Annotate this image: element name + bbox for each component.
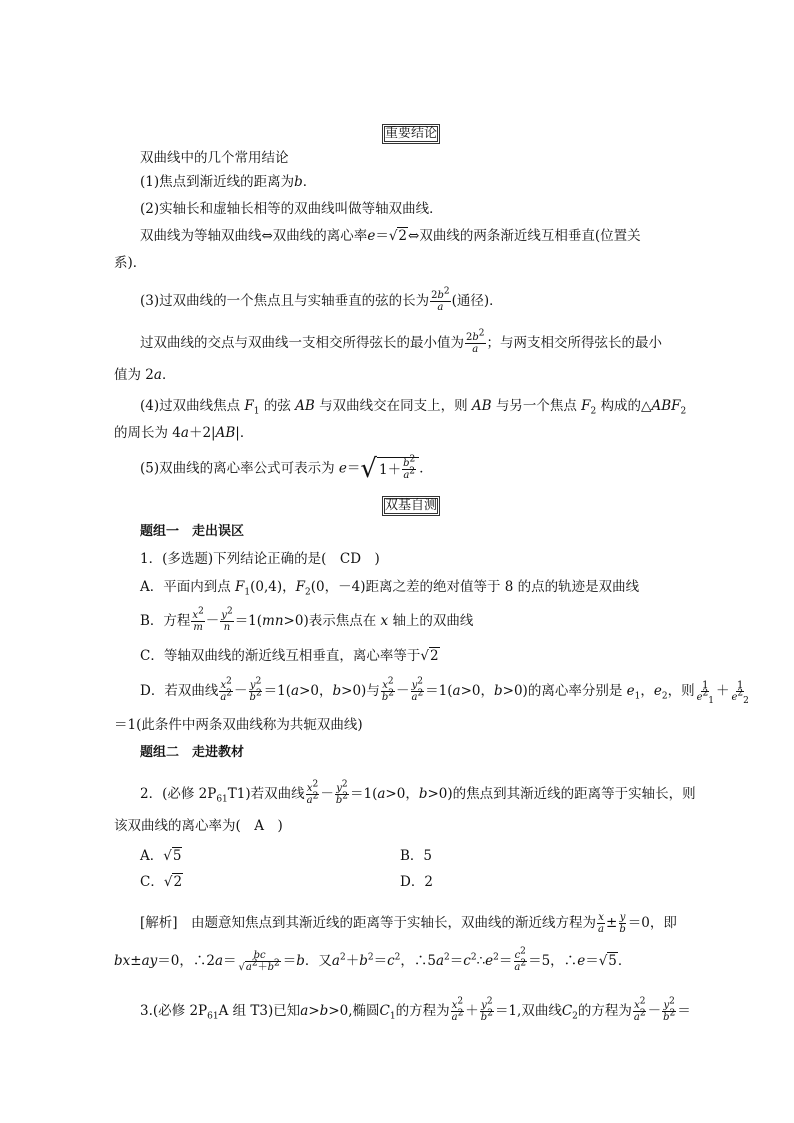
item-2-line3: 系)． xyxy=(114,255,147,271)
item-5: (5)双曲线的离心率公式可表示为 e＝ √ 1＋ $\frac{b^2}{a^2}$ ． xyxy=(140,454,433,484)
item-2-line2: 双曲线为等轴双曲线⇔双曲线的离心率e＝√2⇔双曲线的两条渐近线互相垂直(位置关 xyxy=(140,228,641,244)
question-1-option-c: C．等轴双曲线的渐近线互相垂直，离心率等于√2 xyxy=(140,648,439,664)
subtitle: 双曲线中的几个常用结论 xyxy=(140,150,289,166)
item-4-line2: 的周长为 4a＋2|AB|． xyxy=(114,425,254,441)
section-title-basic-self-test: 双基自测 xyxy=(382,496,440,516)
question-1-option-d: D．若双曲线 $\frac{x^2}{a^2}$ － $\frac{y^2}{b^2}$ ＝1(a>0，b>0)与 $\frac{x^2}{b^2}$ － $\frac{y^2}{a^2}$ ＝1(a>0，b>0)的离心率分别是 $e_1$，$e_2$，则 $\frac{1}{e^2_1}$ ＋ $\frac{1}{e^2_2}$ xyxy=(140,676,749,706)
item-4: (4)过双曲线焦点 $F_1$ 的弦 AB 与双曲线交在同支上，则 AB 与另一个焦点 $F_2$ 构成的$\triangle ABF_2$ xyxy=(140,398,687,417)
item-3: (3)过双曲线的一个焦点且与实轴垂直的弦的长为 $\frac{2b^2}{a}$ (通径)． xyxy=(140,286,503,313)
question-1-stem: 1．(多选题)下列结论正确的是( CD ) xyxy=(140,551,380,567)
group-1-heading: 题组一 走出误区 xyxy=(140,524,245,539)
question-1-option-d-line2: ＝1(此条件中两条双曲线称为共轭双曲线) xyxy=(114,717,363,733)
question-2-option-d: D．2 xyxy=(400,874,433,890)
question-2-option-a: A．√5 xyxy=(140,848,182,864)
question-1-option-b: B．方程 $\frac{x^2}{m}$ － $\frac{y^2}{n}$ ＝1(mn>0)表示焦点在 x 轴上的双曲线 xyxy=(140,606,474,633)
question-2-option-b: B．5 xyxy=(400,848,433,864)
question-2-stem: 2．(必修 $2P_{61}T1$)若双曲线 $\frac{x^2}{a^2}$ － $\frac{y^2}{b^2}$ ＝1(a>0，b>0)的焦点到其渐近线的距离等于实轴长，则 xyxy=(140,779,696,806)
solution-line2: bx±ay＝0，∴2a＝ $\frac{bc}{√a^2+b^2}$ ＝b．又$a^2+b^2=c^2$，$\therefore 5a^2=c^2\therefore e^2=$ $\frac{c^2}{a^2}$ ＝5，∴e＝√5． xyxy=(114,946,632,973)
question-1-option-a: A．平面内到点 $F_1(0,4)$，$F_2(0$，－4)距离之差的绝对值等于 8 的点的轨迹是双曲线 xyxy=(140,579,640,598)
solution-line1: [解析] 由题意知焦点到其渐近线的距离等于实轴长，双曲线的渐近线方程为 $\frac{x}{a}$ ± $\frac{y}{b}$ ＝0，即 xyxy=(140,912,677,935)
question-2-option-c: C．√2 xyxy=(140,874,183,890)
group-2-heading: 题组二 走进教材 xyxy=(140,745,245,760)
question-2-line2: 该双曲线的离心率为( A ) xyxy=(114,818,283,834)
item-3-line2: 过双曲线的交点与双曲线一支相交所得弦长的最小值为 $\frac{2b^2}{a}$ ；与两支相交所得弦长的最小 xyxy=(140,328,663,355)
item-1: (1)焦点到渐近线的距离为b． xyxy=(140,174,317,190)
section-title-important-conclusions: 重要结论 xyxy=(382,124,440,144)
item-2: (2)实轴长和虚轴长相等的双曲线叫做等轴双曲线． xyxy=(140,201,443,217)
question-3-stem: 3.(必修 $2P_{61}A$ 组 T3)已知a>b>0,椭圆$C_1$的方程为 $\frac{x^2}{a^2}$ ＋ $\frac{y^2}{b^2}$ ＝1,双曲线$C_2$的方程为 $\frac{x^2}{a^2}$ － $\frac{y^2}{b^2}$ ＝ xyxy=(140,996,691,1023)
item-3-line3: 值为 2a． xyxy=(114,367,176,383)
